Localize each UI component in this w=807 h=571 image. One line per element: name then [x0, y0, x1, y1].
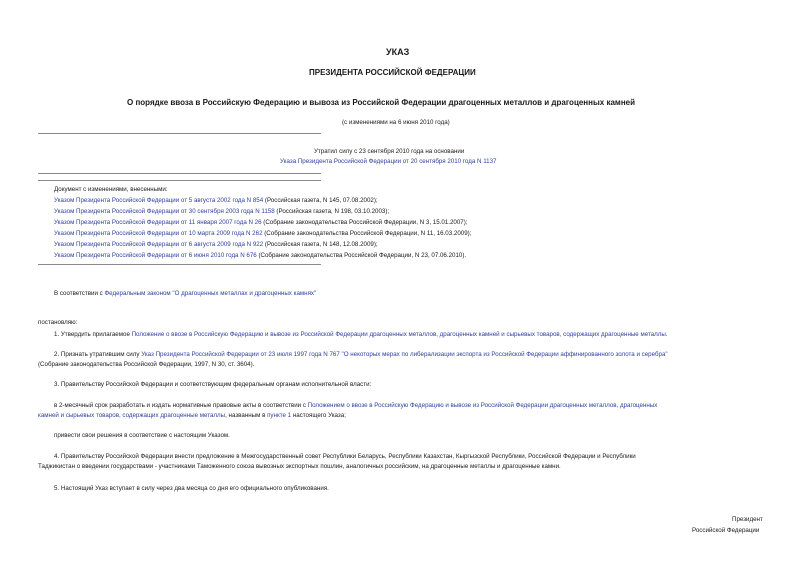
paragraph-5: 5. Настоящий Указ вступает в силу через два месяца со дня его официального опубликования.	[54, 485, 329, 492]
decree-subject: О порядке ввоза в Российскую Федерацию и вывоза из Российской Федерации драгоценных металлов и драгоценных камней	[127, 98, 636, 107]
amendment-item	[54, 230, 471, 237]
decree-issuer: ПРЕЗИДЕНТА РОССИЙСКОЙ ФЕДЕРАЦИИ	[309, 68, 476, 77]
amendment-link[interactable]: Указом Президента Российской Федерации от 6 июня 2010 года N 676	[54, 252, 257, 259]
amendment-item	[54, 252, 466, 259]
amendment-source: (Российская газета, N 145, 07.08.2002);	[263, 197, 378, 204]
preamble-text: В соответствии с	[54, 290, 105, 297]
paragraph-3a	[54, 402, 657, 409]
amendment-source: (Российская газета, N 148, 12.08.2009);	[263, 241, 378, 248]
amendment-item	[54, 219, 468, 226]
preamble	[54, 290, 316, 297]
regulation-link-2-cont[interactable]: камней и сырьевых товаров, содержащих драгоценные металлы	[38, 412, 226, 419]
invalidation-link[interactable]: Указа Президента Российской Федерации от 20 сентября 2010 года N 1137	[280, 158, 497, 165]
divider-bottom	[38, 264, 321, 265]
paragraph-4-cont: Таджикистан о введении государствами - участниками Таможенного союза вывозных экспортных пошлин, аналогичных российским, на драгоценные металлы и драгоценные камни.	[38, 463, 561, 470]
paragraph-4: 4. Правительству Российской Федерации внести предложение в Межгосударственный совет Республики Беларусь, Республики Казахстан, Кыргызской Республики, Российской Федерации и Республики	[54, 453, 636, 460]
amendment-link[interactable]: Указом Президента Российской Федерации от 30 сентября 2003 года N 1158	[54, 208, 275, 215]
amendment-source: (Российская газета, N 198, 03.10.2003);	[274, 208, 390, 215]
amendment-source: (Собрание законодательства Российской Федерации, N 23, 07.06.2010).	[256, 252, 467, 259]
regulation-link[interactable]: Положение о ввозе в Российскую Федерацию и вывозе из Российской Федерации драгоценных металлов, драгоценных камней и сырьевых товаров, содержащих драгоценные металлы	[131, 331, 666, 338]
amendment-link[interactable]: Указом Президента Российской Федерации от 10 марта 2009 года N 262	[54, 230, 263, 237]
divider-mid-2	[38, 180, 321, 181]
decree-title: УКАЗ	[386, 47, 410, 57]
paragraph-3a-text: в 2-месячный срок разработать и издать нормативные правовые акты в соответствии с	[54, 402, 308, 409]
divider-top	[38, 133, 321, 134]
point-1-link[interactable]: пункте 1	[267, 412, 292, 419]
amendment-link[interactable]: Указом Президента Российской Федерации от 5 августа 2002 года N 854	[54, 197, 264, 204]
regulation-link-2[interactable]: Положением о ввозе в Российскую Федерацию и вывозе из Российской Федерации драгоценных металлов, драгоценных	[307, 402, 658, 409]
invalidation-text: Утратил силу с 23 сентября 2010 года на основании	[314, 148, 465, 155]
paragraph-3a-end: настоящего Указа;	[291, 412, 346, 419]
amendment-link[interactable]: Указом Президента Российской Федерации от 6 августа 2009 года N 922	[54, 241, 264, 248]
paragraph-1	[54, 331, 668, 338]
federal-law-link[interactable]: Федеральным законом "О драгоценных металлах и драгоценных камнях"	[104, 290, 317, 297]
decree-word: постановляю:	[38, 319, 78, 326]
paragraph-1-text: 1. Утвердить прилагаемое	[54, 331, 132, 338]
amendment-item	[54, 197, 378, 204]
signature-title: Президент	[732, 516, 763, 523]
paragraph-1-end: .	[665, 331, 668, 338]
paragraph-3: 3. Правительству Российской Федерации и соответствующим федеральным органам исполнительной власти:	[54, 381, 372, 388]
amendments-intro: Документ с изменениями, внесенными:	[54, 186, 168, 193]
amendment-item	[54, 208, 389, 215]
divider-mid-1	[38, 173, 321, 174]
amendment-source: (Собрание законодательства Российской Федерации, N 3, 15.01.2007);	[261, 219, 468, 226]
paragraph-2-source: (Собрание законодательства Российской Федерации, 1997, N 30, ст. 3604).	[38, 361, 255, 368]
signature-org: Российской Федерации	[692, 527, 760, 534]
paragraph-3a-cont	[38, 412, 346, 419]
repealed-decree-link[interactable]: Указ Президента Российской Федерации от 23 июля 1997 года N 767 "О некоторых мерах по либерализации экспорта из Российской Федерации аффинированного золота и серебра"	[141, 351, 668, 358]
paragraph-3a-mid: , названным в	[225, 412, 268, 419]
amendment-item	[54, 241, 378, 248]
amendment-link[interactable]: Указом Президента Российской Федерации от 11 января 2007 года N 26	[54, 219, 262, 226]
amendment-note: (с изменениями на 6 июня 2010 года)	[342, 119, 450, 126]
paragraph-2	[54, 351, 668, 358]
paragraph-3b: привести свои решения в соответствие с настоящим Указом.	[54, 432, 230, 439]
amendment-source: (Собрание законодательства Российской Федерации, N 11, 16.03.2009);	[262, 230, 472, 237]
paragraph-2-text: 2. Признать утратившим силу	[54, 351, 142, 358]
